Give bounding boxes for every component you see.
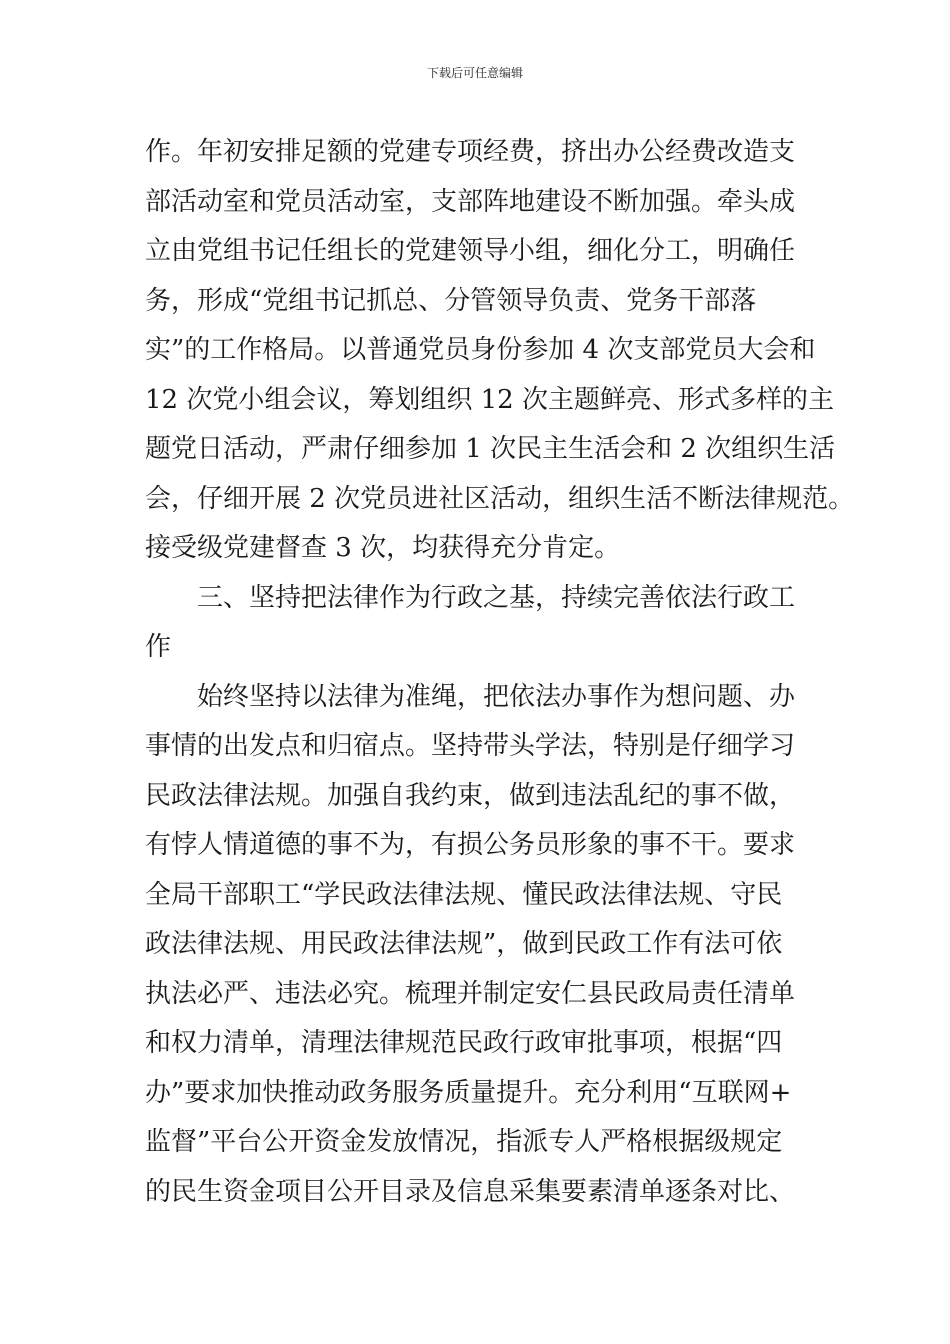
text-line: 执法必严、违法必究。梳理并制定安仁县民政局责任清单 [145,978,796,1009]
text-line: 题党日活动，严肃仔细参加 1 次民主生活会和 2 次组织生活 [145,434,836,464]
text-line: 政法律法规、用民政法律法规”，做到民政工作有法可依 [145,929,783,959]
text-line: 民政法律法规。加强自我约束，做到违法乱纪的事不做， [145,780,796,811]
text-line: 立由党组书记任组长的党建领导小组，细化分工，明确任 [145,236,796,266]
text-line: 12 次党小组会议，筹划组织 12 次主题鲜亮、形式多样的主 [145,384,834,415]
text-line: 监督”平台公开资金发放情况，指派专人严格根据级规定 [145,1127,783,1157]
text-line: 办”要求加快推动政务服务质量提升。充分利用“互联网+ [145,1077,792,1108]
text-line: 部活动室和党员活动室，支部阵地建设不断加强。牵头成 [145,186,796,217]
section-heading-continuation: 作 [145,632,172,662]
document-body [145,128,855,1217]
paragraph-start: 始终坚持以法律为准绳，把依法办事作为想问题、办 [197,681,796,712]
text-line: 实”的工作格局。以普通党员身份参加 4 次支部党员大会和 [145,335,816,365]
text-line: 接受级党建督查 3 次，均获得充分肯定。 [145,533,621,563]
text-line: 有悖人情道德的事不为，有损公务员形象的事不干。要求 [145,830,796,860]
text-line: 务，形成“党组书记抓总、分管领导负责、党务干部落 [145,285,757,316]
text-line: 和权力清单，清理法律规范民政行政审批事项，根据“四 [145,1028,783,1058]
page-header: 下载后可任意编辑 [426,66,523,80]
text-line: 事情的出发点和归宿点。坚持带头学法，特别是仔细学习 [145,731,796,761]
text-line: 全局干部职工“学民政法律法规、懂民政法律法规、守民 [145,879,783,910]
text-line: 的民生资金项目公开目录及信息采集要素清单逐条对比、 [145,1176,796,1207]
text-line: 会，仔细开展 2 次党员进社区活动，组织生活不断法律规范。 [145,483,855,514]
text-line: 作。年初安排足额的党建专项经费，挤出办公经费改造支 [145,137,796,167]
section-heading: 三、坚持把法律作为行政之基，持续完善依法行政工 [197,582,796,613]
